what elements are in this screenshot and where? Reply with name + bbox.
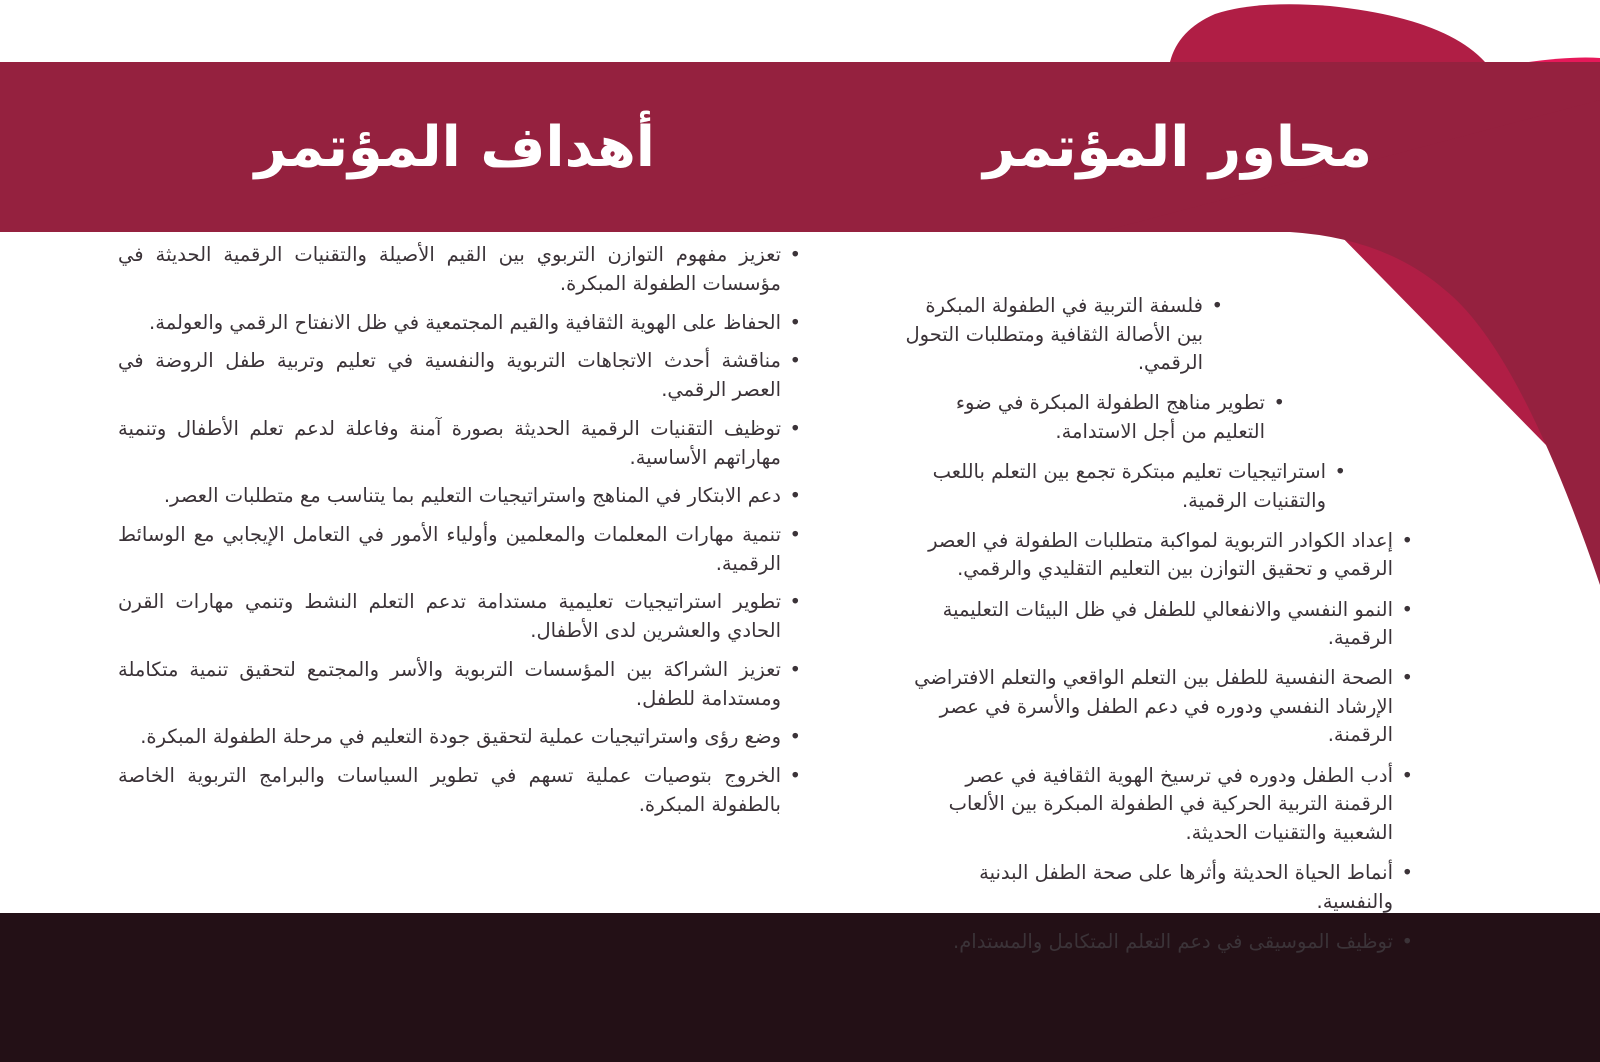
axis-item: • توظيف الموسيقى في دعم التعلم المتكامل والمستدام. — [905, 928, 1415, 957]
goals-title: أهداف المؤتمر — [254, 115, 655, 180]
axes-title: محاور المؤتمر — [983, 115, 1372, 180]
goal-item: • تعزيز الشراكة بين المؤسسات التربوية والأسر والمجتمع لتحقيق تنمية متكاملة ومستدامة للطفل. — [118, 655, 803, 713]
goal-item: • وضع رؤى واستراتيجيات عملية لتحقيق جودة التعليم في مرحلة الطفولة المبكرة. — [118, 722, 803, 751]
goal-item: • الحفاظ على الهوية الثقافية والقيم المجتمعية في ظل الانفتاح الرقمي والعولمة. — [118, 308, 803, 337]
goal-item: • تنمية مهارات المعلمات والمعلمين وأولياء الأمور في التعامل الإيجابي مع الوسائط الرقمية. — [118, 520, 803, 578]
axes-list — [905, 292, 1505, 956]
goal-item: • مناقشة أحدث الاتجاهات التربوية والنفسية في تعليم وتربية طفل الروضة في العصر الرقمي. — [118, 346, 803, 404]
axis-item: • إعداد الكوادر التربوية لمواكبة متطلبات الطفولة في العصر الرقمي و تحقيق التوازن بين التعليم التقليدي والرقمي. — [905, 527, 1415, 584]
axis-item: • فلسفة التربية في الطفولة المبكرة بين الأصالة الثقافية ومتطلبات التحول الرقمي. — [905, 292, 1225, 378]
axis-item: • النمو النفسي والانفعالي للطفل في ظل البيئات التعليمية الرقمية. — [905, 596, 1415, 653]
goal-item: • الخروج بتوصيات عملية تسهم في تطوير السياسات والبرامج التربوية الخاصة بالطفولة المبكرة. — [118, 761, 803, 819]
axis-item: • أدب الطفل ودوره في ترسيخ الهوية الثقافية في عصر الرقمنة التربية الحركية في الطفولة المبكرة بين الألعاب الشعبية والتقنيات الحديثة. — [905, 762, 1415, 848]
goals-list-column — [118, 240, 803, 828]
axis-item: • تطوير مناهج الطفولة المبكرة في ضوء التعليم من أجل الاستدامة. — [905, 389, 1287, 446]
goal-item: • توظيف التقنيات الرقمية الحديثة بصورة آمنة وفاعلة لدعم تعلم الأطفال وتنمية مهاراتهم الأساسية. — [118, 414, 803, 472]
goals-list — [118, 240, 803, 819]
goal-item: • تطوير استراتيجيات تعليمية مستدامة تدعم التعلم النشط وتنمي مهارات القرن الحادي والعشرين لدى الأطفال. — [118, 587, 803, 645]
axis-item: • الصحة النفسية للطفل بين التعلم الواقعي والتعلم الافتراضي الإرشاد النفسي ودوره في دعم الطفل والأسرة في عصر الرقمنة. — [905, 664, 1415, 750]
goal-item: • تعزيز مفهوم التوازن التربوي بين القيم الأصيلة والتقنيات الرقمية الحديثة في مؤسسات الطفولة المبكرة. — [118, 240, 803, 298]
axes-list-column — [905, 292, 1505, 968]
axis-item: • استراتيجيات تعليم مبتكرة تجمع بين التعلم باللعب والتقنيات الرقمية. — [905, 458, 1348, 515]
axis-item: • أنماط الحياة الحديثة وأثرها على صحة الطفل البدنية والنفسية. — [905, 859, 1415, 916]
goal-item: • دعم الابتكار في المناهج واستراتيجيات التعليم بما يتناسب مع متطلبات العصر. — [118, 481, 803, 510]
